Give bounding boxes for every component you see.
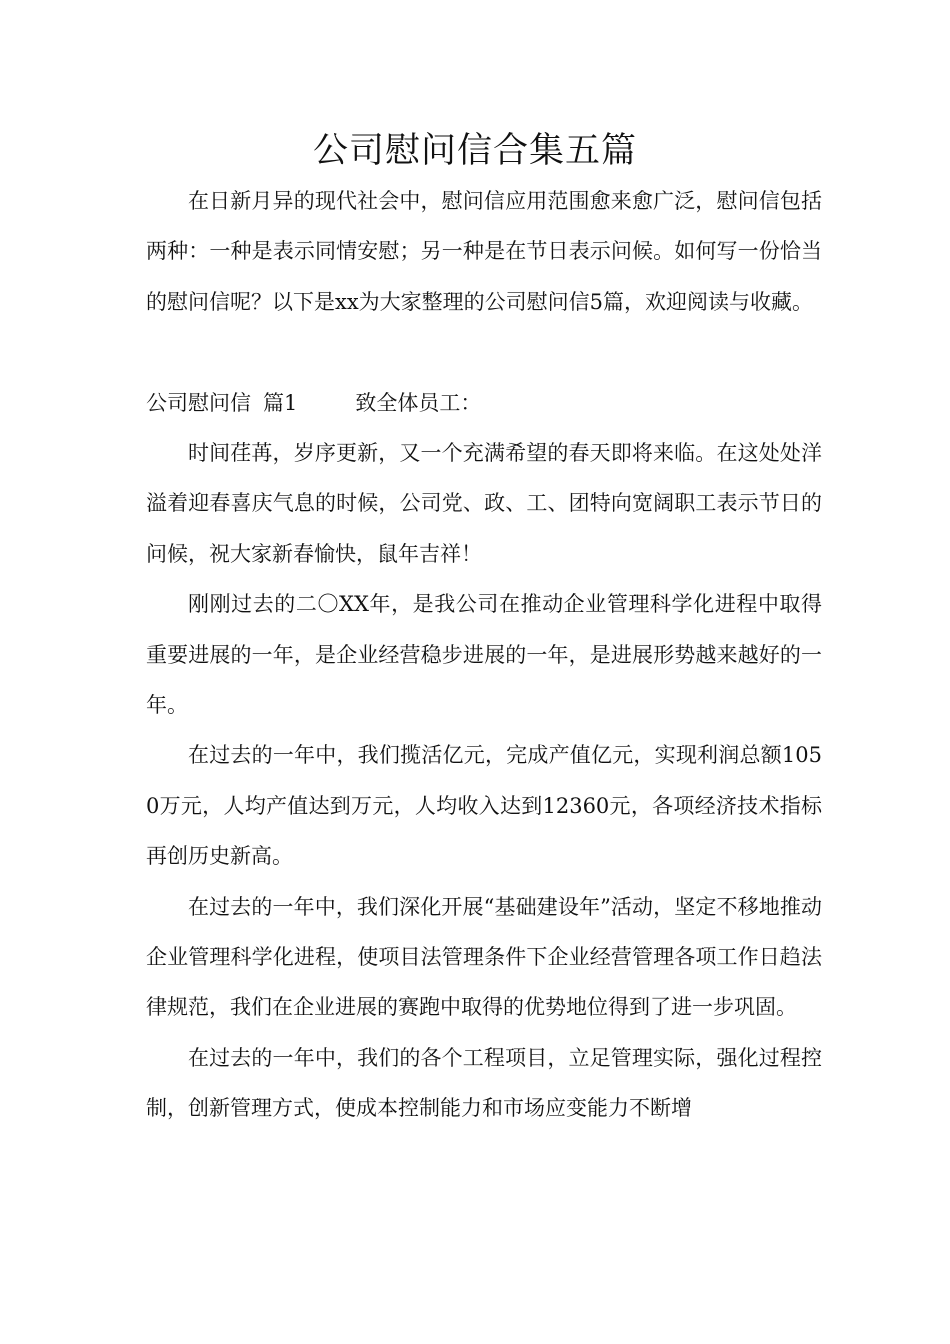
document-body [146, 176, 822, 1134]
body-paragraph: 在过去的一年中，我们深化开展“基础建设年”活动，坚定不移地推动企业管理科学化进程，使项目法管理条件下企业经营管理各项工作日趋法律规范，我们在企业进展的赛跑中取得的优势地位得到了进一步巩固。 [146, 894, 822, 1020]
body-paragraph: 刚刚过去的二〇XX年，是我公司在推动企业管理科学化进程中取得重要进展的一年，是企业经营稳步进展的一年，是进展形势越来越好的一年。 [146, 592, 822, 718]
blank-line [146, 327, 822, 377]
document-title: 公司慰问信合集五篇 [312, 131, 637, 171]
section-number: 篇1 [263, 390, 298, 415]
section-heading [146, 378, 822, 428]
section-label: 公司慰问信 [146, 390, 251, 415]
body-paragraph: 在过去的一年中，我们的各个工程项目，立足管理实际，强化过程控制，创新管理方式，使成本控制能力和市场应变能力不断增 [146, 1045, 822, 1121]
body-paragraph: 在过去的一年中，我们揽活亿元，完成产值亿元，实现利润总额1050万元，人均产值达到万元，人均收入达到12360元，各项经济技术指标再创历史新高。 [146, 743, 822, 869]
salutation: 致全体员工： [355, 390, 482, 415]
intro-paragraph: 在日新月异的现代社会中，慰问信应用范围愈来愈广泛，慰问信包括两种：一种是表示同情安慰；另一种是在节日表示问候。如何写一份恰当的慰问信呢？以下是xx为大家整理的公司慰问信5篇，欢迎阅读与收藏。 [146, 189, 822, 314]
body-paragraph: 时间荏苒，岁序更新，又一个充满希望的春天即将来临。在这处处洋溢着迎春喜庆气息的时候，公司党、政、工、团特向宽阔职工表示节日的问候，祝大家新春愉快，鼠年吉祥！ [146, 441, 822, 566]
